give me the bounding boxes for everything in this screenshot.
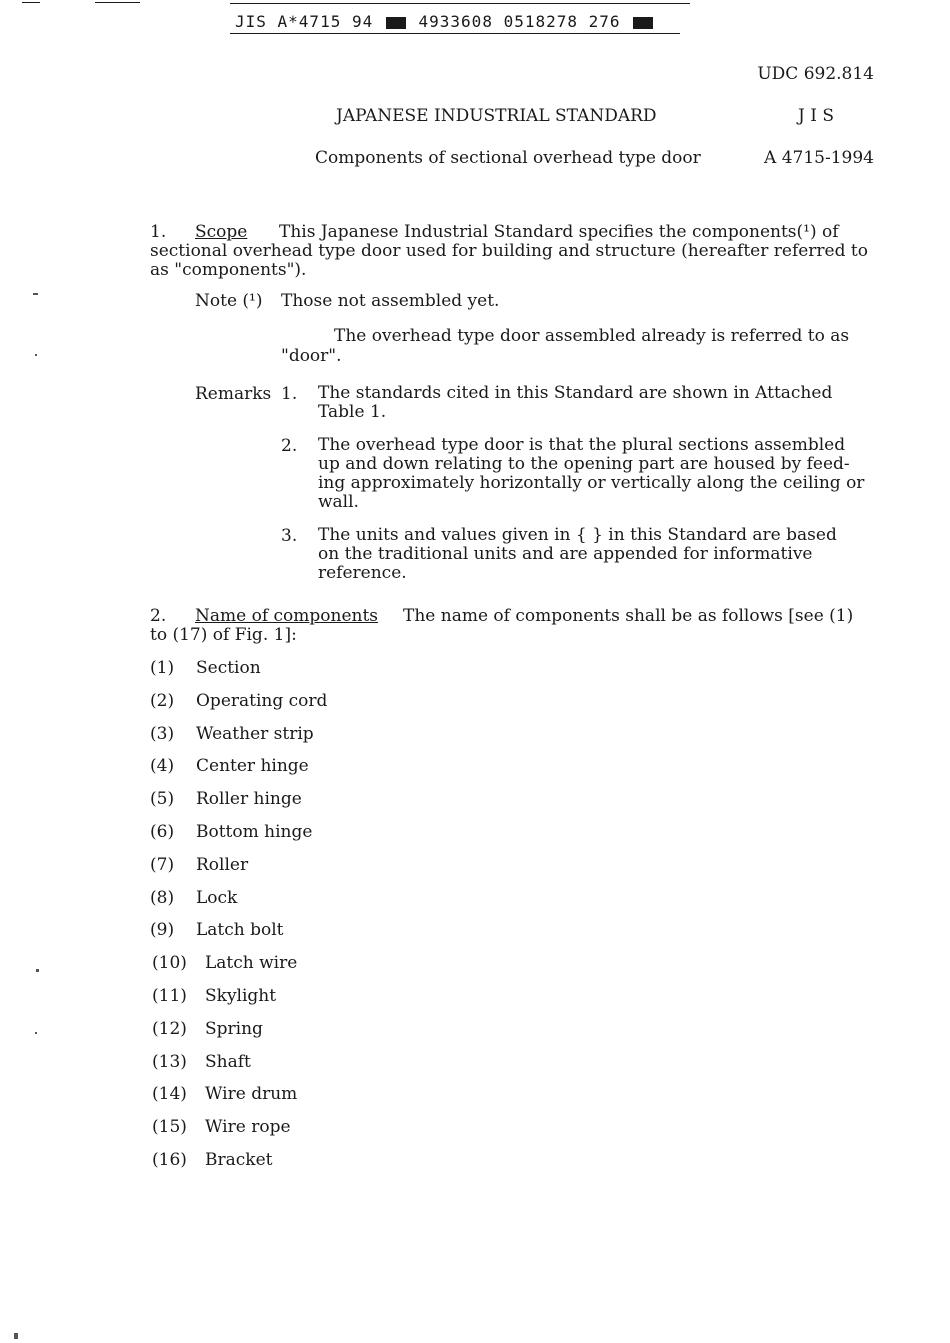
component-name: Roller (196, 855, 249, 875)
remark-3 (318, 526, 837, 583)
component-number: (13) (152, 1052, 187, 1072)
component-number: (3) (150, 724, 175, 744)
section-2-line2: to (17) of Fig. 1]: (150, 625, 297, 645)
scan-header (235, 12, 655, 31)
scan-speck (35, 1032, 37, 1034)
remark-line: The standards cited in this Standard are shown in Attached (318, 383, 833, 403)
component-number: (6) (150, 822, 175, 842)
component-number: (2) (150, 691, 175, 711)
component-name: Latch wire (205, 953, 298, 973)
remark-line: wall. (318, 492, 359, 512)
component-number: (16) (152, 1150, 187, 1170)
component-number: (9) (150, 920, 175, 940)
component-number: (5) (150, 789, 175, 809)
component-name: Lock (196, 888, 238, 908)
section-2-number: 2. (150, 606, 167, 626)
page-subtitle: Components of sectional overhead type door (315, 148, 701, 168)
component-number: (4) (150, 756, 175, 776)
remark-3-number: 3. (281, 526, 298, 546)
scan-speck (36, 969, 39, 972)
scan-speck (33, 293, 38, 295)
remark-2-number: 2. (281, 436, 298, 456)
component-number: (11) (152, 986, 187, 1006)
remarks-label: Remarks (195, 384, 272, 404)
component-name: Center hinge (196, 756, 309, 776)
remark-line: reference. (318, 563, 407, 583)
component-number: (12) (152, 1019, 187, 1039)
remark-line: up and down relating to the opening part are housed by feed- (318, 454, 850, 474)
scan-speck (14, 1333, 18, 1339)
remark-line: on the traditional units and are appended for informative (318, 544, 813, 564)
component-number: (1) (150, 658, 175, 678)
component-number: (15) (152, 1117, 187, 1137)
standard-number: A 4715-1994 (764, 148, 874, 168)
note-text-1: Those not assembled yet. (281, 291, 500, 311)
component-name: Wire drum (205, 1084, 298, 1104)
component-number: (14) (152, 1084, 187, 1104)
component-name: Shaft (205, 1052, 251, 1072)
section-2-line1: The name of components shall be as follows [see (1) (403, 606, 854, 626)
section-1-line2: sectional overhead type door used for building and structure (hereafter referred to (150, 241, 868, 261)
note-text-2a: The overhead type door assembled already is referred to as (334, 326, 850, 346)
scan-speck (35, 354, 37, 356)
component-number: (10) (152, 953, 187, 973)
remark-line: ing approximately horizontally or vertically along the ceiling or (318, 473, 865, 493)
page-title: JAPANESE INDUSTRIAL STANDARD (336, 106, 657, 126)
remark-line: The units and values given in { } in this Standard are based (318, 525, 837, 545)
component-name: Wire rope (205, 1117, 291, 1137)
component-name: Latch bolt (196, 920, 284, 940)
component-number: (8) (150, 888, 175, 908)
remark-1 (318, 384, 832, 422)
section-2-heading: Name of components (195, 606, 379, 626)
black-box-icon (386, 17, 406, 29)
black-box-icon (633, 17, 653, 29)
component-name: Operating cord (196, 691, 328, 711)
component-number: (7) (150, 855, 175, 875)
note-text-2b: "door". (281, 346, 342, 366)
section-1 (150, 223, 875, 280)
section-1-line3: as "components"). (150, 260, 307, 280)
scan-rule (95, 2, 140, 3)
scan-rule (230, 3, 690, 4)
remark-line: Table 1. (318, 402, 387, 422)
remark-line: The overhead type door is that the plural sections assembled (318, 435, 846, 455)
section-1-heading: Scope (195, 222, 248, 242)
component-name: Roller hinge (196, 789, 302, 809)
component-name: Weather strip (196, 724, 314, 744)
scan-header-part1: JIS A*4715 94 (235, 12, 374, 31)
remark-1-number: 1. (281, 384, 298, 404)
jis-label: J I S (798, 106, 834, 126)
udc-code: UDC 692.814 (757, 64, 874, 84)
component-name: Spring (205, 1019, 263, 1039)
scan-header-part2: 4933608 0518278 276 (418, 12, 621, 31)
component-name: Bracket (205, 1150, 273, 1170)
scan-rule (22, 2, 40, 3)
component-name: Section (196, 658, 261, 678)
scan-rule (230, 33, 680, 34)
note-label: Note (¹) (195, 291, 263, 311)
section-1-line1: This Japanese Industrial Standard specifies the components(¹) of (279, 222, 839, 242)
remark-2 (318, 436, 864, 512)
component-name: Bottom hinge (196, 822, 313, 842)
section-1-number: 1. (150, 222, 167, 242)
component-name: Skylight (205, 986, 277, 1006)
